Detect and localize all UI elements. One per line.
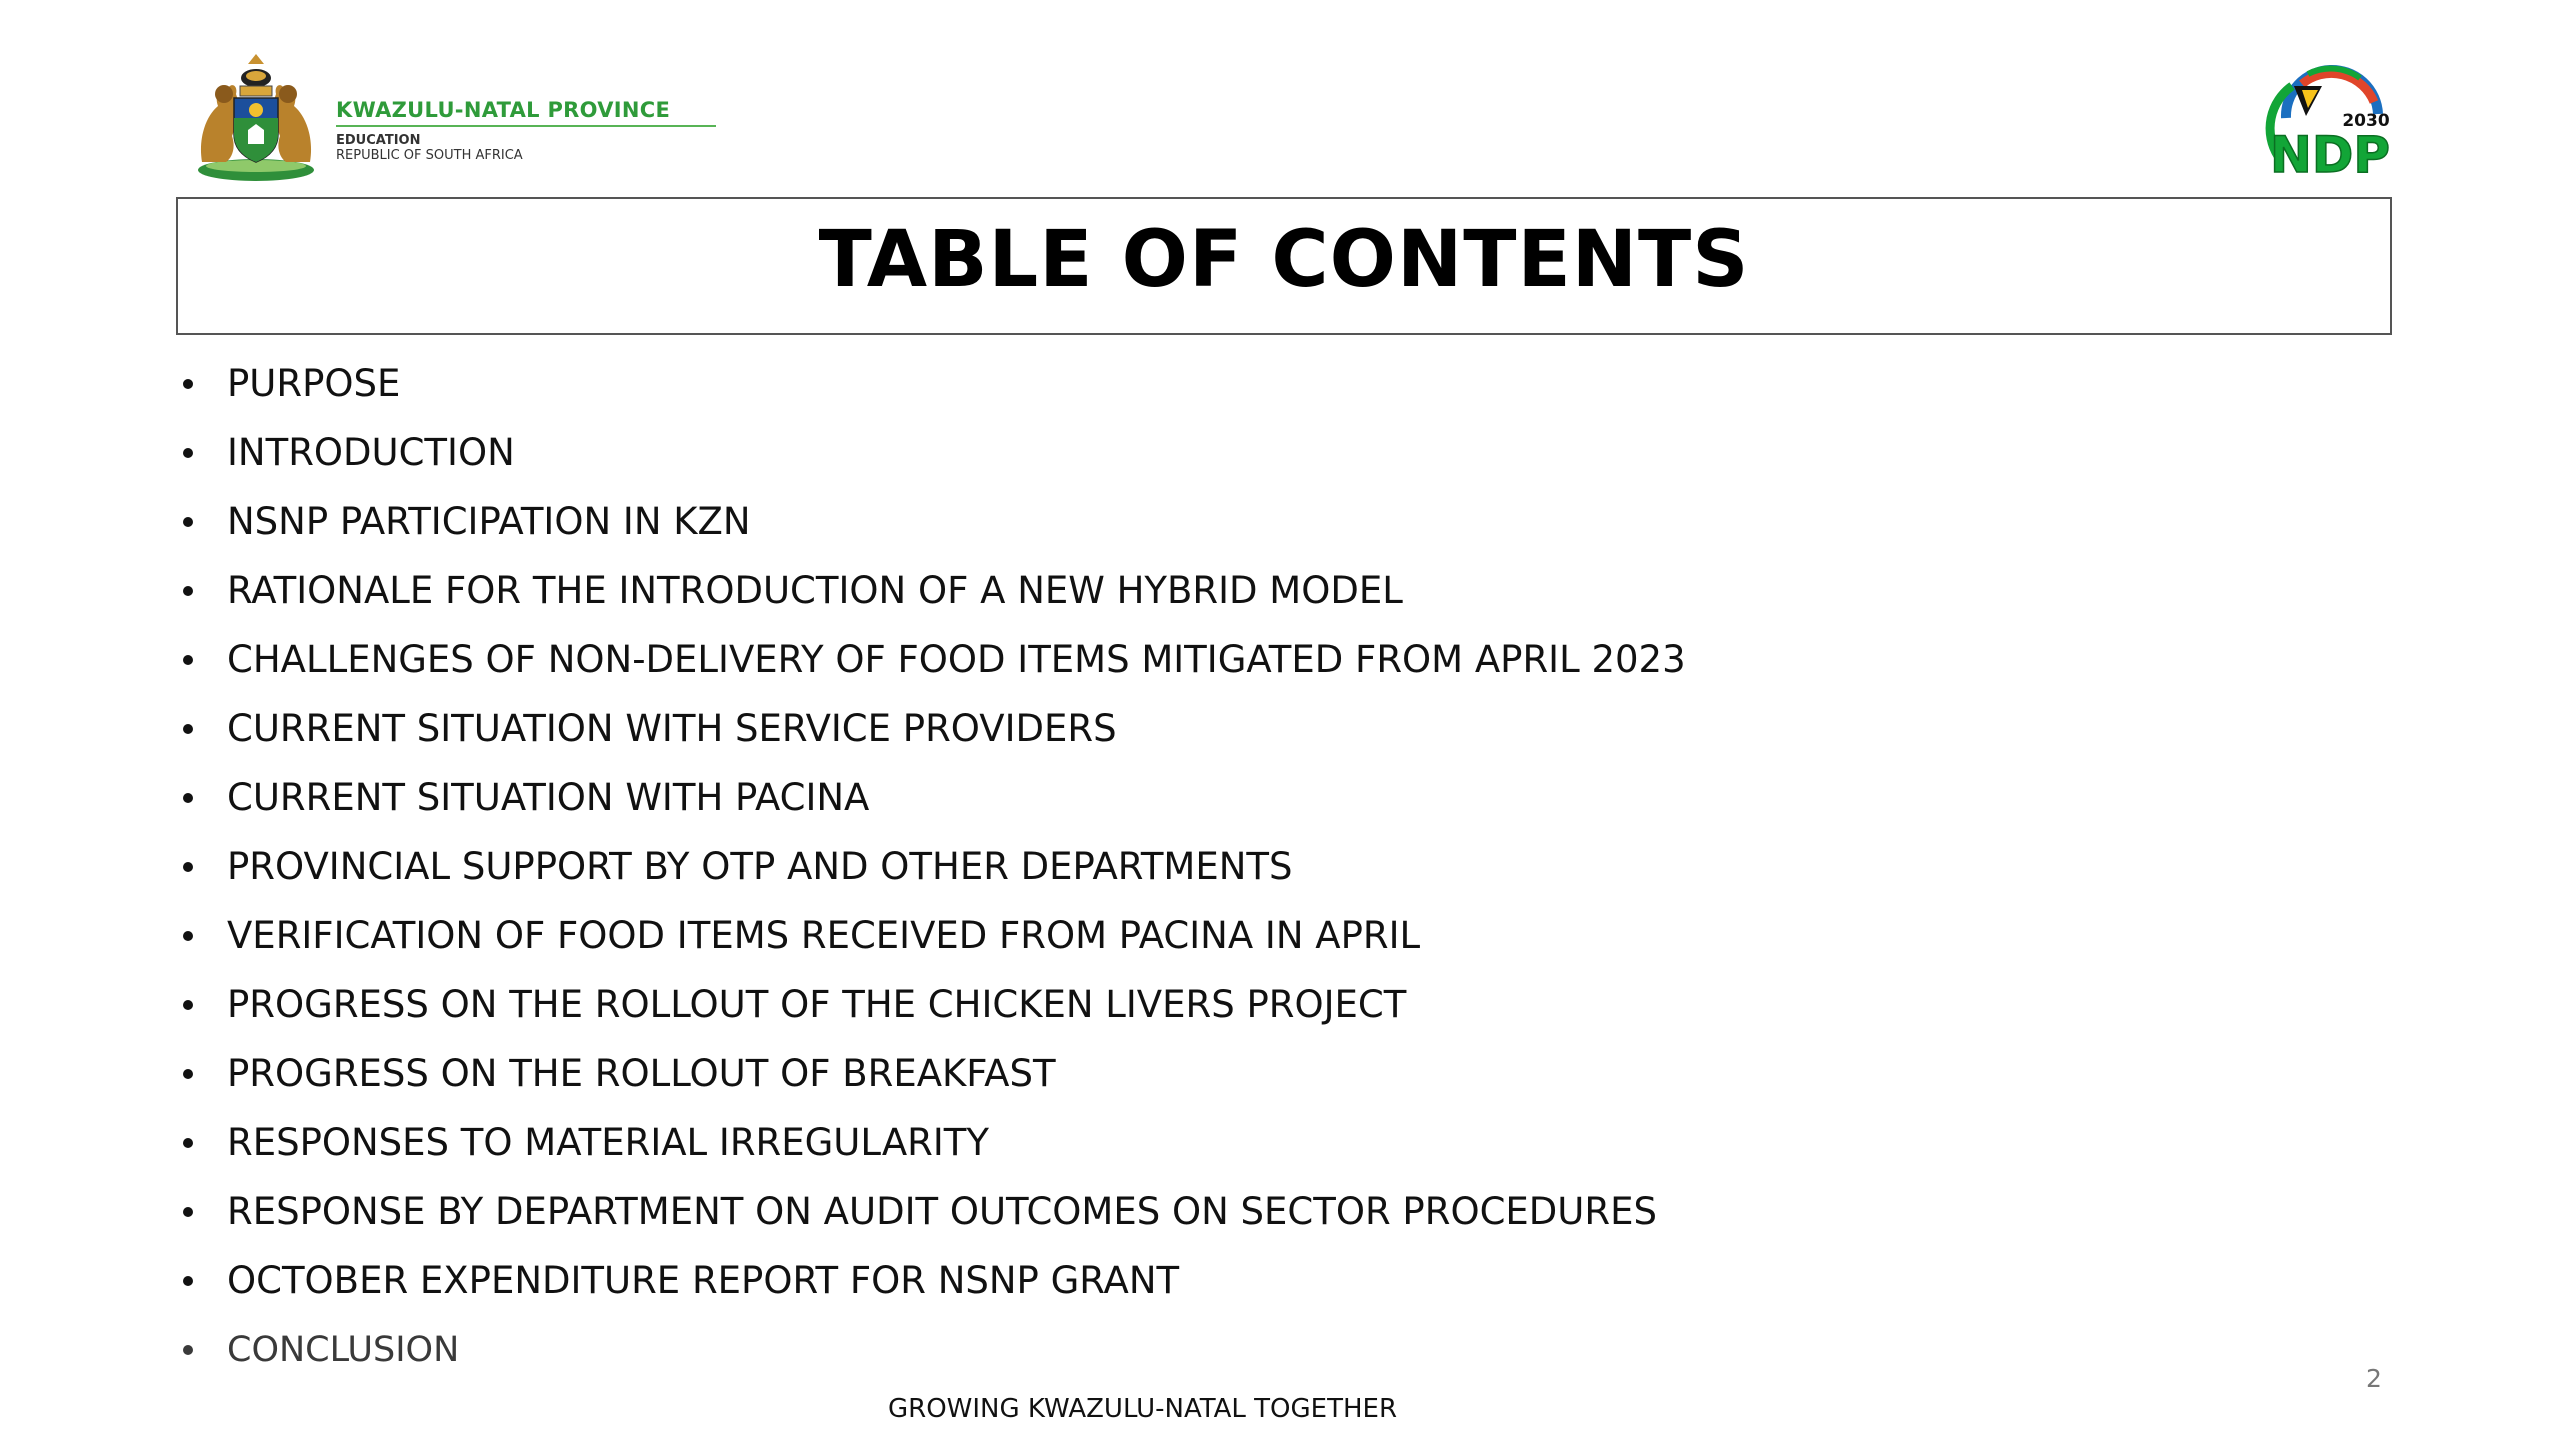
bullet-icon	[183, 1069, 193, 1079]
toc-item	[183, 970, 1686, 1039]
toc-item-label: CURRENT SITUATION WITH SERVICE PROVIDERS	[227, 707, 1117, 750]
toc-item-label: RESPONSES TO MATERIAL IRREGULARITY	[227, 1121, 989, 1164]
toc-item	[183, 1039, 1686, 1108]
department-name: EDUCATION	[336, 133, 421, 148]
bullet-icon	[183, 655, 193, 665]
toc-item	[183, 1246, 1686, 1315]
toc-item-label: CURRENT SITUATION WITH PACINA	[227, 776, 870, 819]
toc-item-label: CONCLUSION	[227, 1329, 460, 1370]
kzn-coat-of-arms-icon	[192, 52, 320, 184]
bullet-icon	[183, 1138, 193, 1148]
toc-item-label: PURPOSE	[227, 362, 401, 405]
bullet-icon	[183, 931, 193, 941]
toc-item	[183, 418, 1686, 487]
toc-item-label: CHALLENGES OF NON-DELIVERY OF FOOD ITEMS MITIGATED FROM APRIL 2023	[227, 638, 1686, 681]
toc-item	[183, 763, 1686, 832]
bullet-icon	[183, 1207, 193, 1217]
ndp-year: 2030	[2342, 111, 2390, 131]
toc-item	[183, 556, 1686, 625]
toc-item-label: RATIONALE FOR THE INTRODUCTION OF A NEW HYBRID MODEL	[227, 569, 1403, 612]
bullet-icon	[183, 724, 193, 734]
bullet-icon	[183, 1000, 193, 1010]
page-title: TABLE OF CONTENTS	[818, 215, 1750, 305]
toc-item	[183, 1177, 1686, 1246]
page-number: 2	[2366, 1364, 2382, 1393]
bullet-icon	[183, 862, 193, 872]
bullet-icon	[183, 379, 193, 389]
toc-item	[183, 1315, 1686, 1384]
toc-item	[183, 694, 1686, 763]
toc-item	[183, 349, 1686, 418]
kzn-logo-text	[336, 98, 716, 163]
bullet-icon	[183, 517, 193, 527]
toc-item	[183, 1108, 1686, 1177]
toc-item	[183, 487, 1686, 556]
toc-item	[183, 832, 1686, 901]
toc-item	[183, 901, 1686, 970]
toc-item-label: VERIFICATION OF FOOD ITEMS RECEIVED FROM PACINA IN APRIL	[227, 914, 1421, 957]
footer-slogan: GROWING KWAZULU-NATAL TOGETHER	[888, 1394, 1398, 1424]
bullet-icon	[183, 1276, 193, 1286]
toc-item-label: RESPONSE BY DEPARTMENT ON AUDIT OUTCOMES ON SECTOR PROCEDURES	[227, 1190, 1657, 1233]
bullet-icon	[183, 793, 193, 803]
ndp-2030-logo	[2256, 56, 2396, 182]
toc-item-label: PROGRESS ON THE ROLLOUT OF BREAKFAST	[227, 1052, 1056, 1095]
toc-item	[183, 625, 1686, 694]
table-of-contents-list	[183, 349, 1686, 1384]
title-box	[176, 197, 2392, 335]
ndp-acronym: NDP	[2270, 126, 2390, 182]
country-name: REPUBLIC OF SOUTH AFRICA	[336, 148, 523, 163]
toc-item-label: PROGRESS ON THE ROLLOUT OF THE CHICKEN LIVERS PROJECT	[227, 983, 1407, 1026]
toc-item-label: NSNP PARTICIPATION IN KZN	[227, 500, 751, 543]
province-name: KWAZULU-NATAL PROVINCE	[336, 98, 716, 127]
bullet-icon	[183, 448, 193, 458]
toc-item-label: INTRODUCTION	[227, 431, 515, 474]
bullet-icon	[183, 586, 193, 596]
toc-item-label: PROVINCIAL SUPPORT BY OTP AND OTHER DEPARTMENTS	[227, 845, 1293, 888]
kzn-education-logo	[192, 52, 712, 184]
bullet-icon	[183, 1345, 193, 1355]
toc-item-label: OCTOBER EXPENDITURE REPORT FOR NSNP GRANT	[227, 1259, 1180, 1302]
